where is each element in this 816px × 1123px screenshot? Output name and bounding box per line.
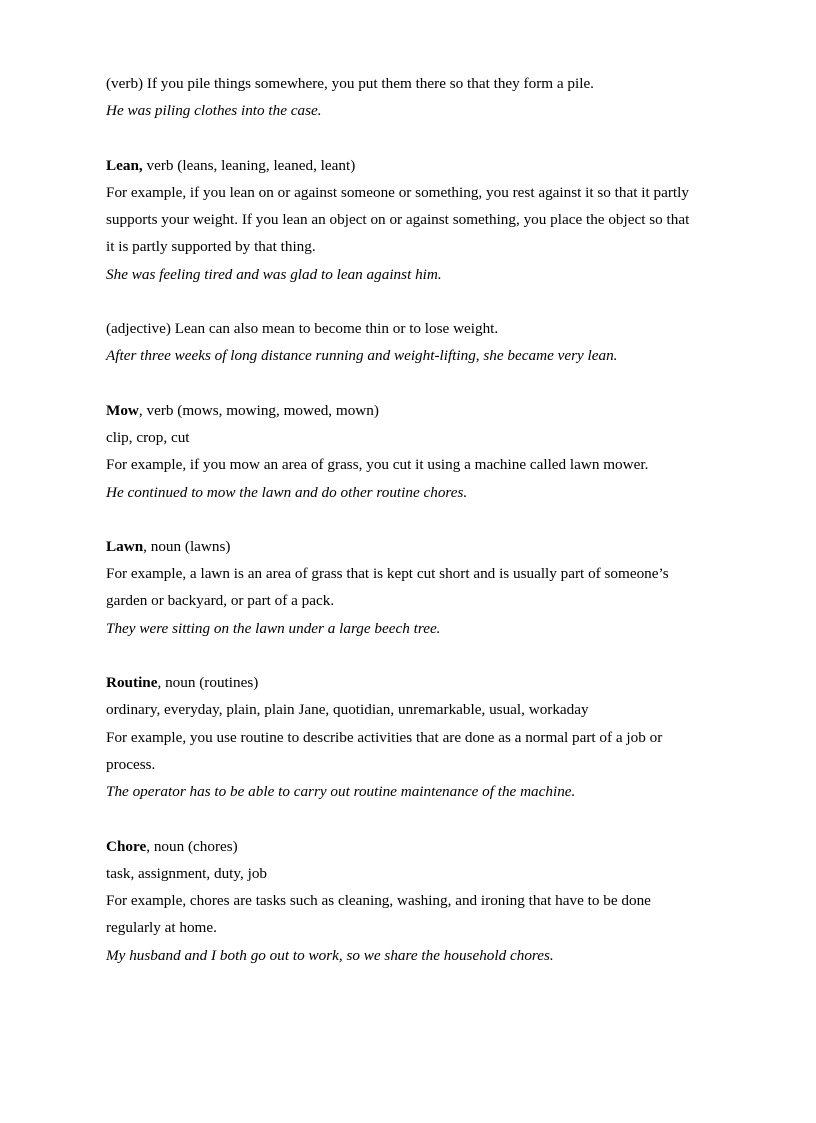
definition-text: For example, if you mow an area of grass, you cut it using a machine called lawn mower. [106,456,649,474]
definition-text: For example, if you lean on or against someone or something, you rest against it so that it partly supports your weight. If you lean an object on or against something, you place the object so that it is partly supported by that thing. [106,183,690,256]
headword-grammar: , noun (routines) [157,674,259,692]
definition-line [106,70,698,97]
headword-grammar: , noun (chores) [146,837,238,855]
definition-line [106,451,698,478]
synonyms-text: clip, crop, cut [106,428,190,446]
headword: Mow [106,401,139,419]
definition-line [106,724,698,779]
synonyms-line [106,424,698,451]
headword-line [106,669,698,696]
definition-text: For example, chores are tasks such as cleaning, washing, and ironing that have to be done regularly at home. [106,892,651,937]
synonyms-line [106,860,698,887]
glossary-entry [106,669,698,805]
synonyms-text: task, assignment, duty, job [106,864,268,882]
glossary-entry [106,397,698,506]
example-text: He continued to mow the lawn and do other routine chores. [106,483,468,501]
headword-line [106,397,698,424]
glossary-entry [106,152,698,288]
headword-line [106,833,698,860]
headword: Lawn [106,537,144,555]
glossary-entry [106,315,698,370]
example-line [106,778,698,805]
example-line [106,615,698,642]
definition-text: (adjective) Lean can also mean to become thin or to lose weight. [106,320,499,338]
example-text: He was piling clothes into the case. [106,102,322,120]
example-line [106,97,698,124]
headword: Lean, [106,156,143,174]
headword-line [106,152,698,179]
headword: Routine [106,674,158,692]
example-text: The operator has to be able to carry out routine maintenance of the machine. [106,783,576,801]
glossary-entry [106,533,698,642]
definition-text: For example, a lawn is an area of grass that is kept cut short and is usually part of someone’s garden or backyard, or part of a pack. [106,565,669,610]
definition-text: (verb) If you pile things somewhere, you put them there so that they form a pile. [106,75,594,92]
definition-line [106,887,698,942]
glossary-entries [106,70,698,969]
definition-line [106,560,698,615]
definition-line [106,179,698,261]
headword-grammar: verb (leans, leaning, leaned, leant) [142,156,356,174]
headword: Chore [106,837,147,855]
glossary-entry [106,70,698,125]
example-text: After three weeks of long distance running and weight-lifting, she became very lean. [106,347,618,365]
example-text: She was feeling tired and was glad to lean against him. [106,265,442,283]
headword-grammar: , noun (lawns) [143,537,231,555]
headword-line [106,533,698,560]
glossary-entry [106,833,698,969]
example-text: They were sitting on the lawn under a large beech tree. [106,619,441,637]
headword-grammar: , verb (mows, mowing, mowed, mown) [138,401,379,419]
example-line [106,261,698,288]
definition-text: For example, you use routine to describe activities that are done as a normal part of a job or process. [106,728,663,773]
example-line [106,942,698,969]
example-line [106,342,698,369]
example-line [106,479,698,506]
example-text: My husband and I both go out to work, so we share the household chores. [106,946,554,964]
synonyms-line [106,696,698,723]
synonyms-text: ordinary, everyday, plain, plain Jane, quotidian, unremarkable, usual, workaday [106,701,589,719]
definition-line [106,315,698,342]
